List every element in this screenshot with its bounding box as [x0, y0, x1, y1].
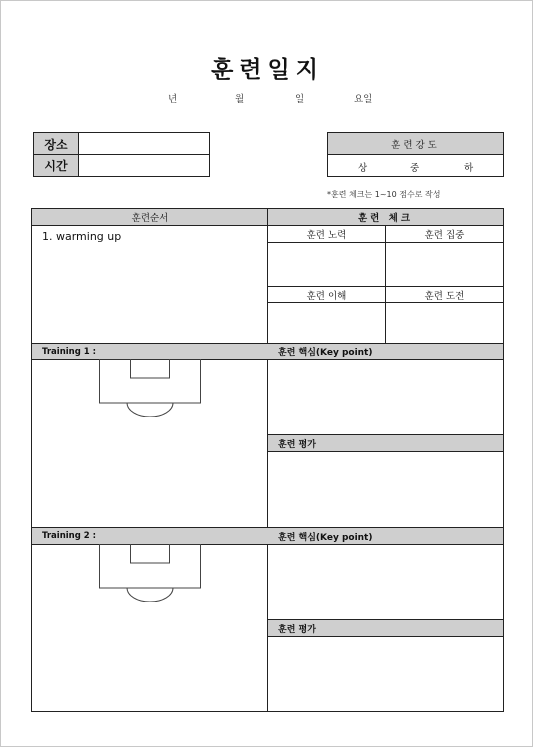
date-day: 일 — [295, 94, 305, 105]
check-focus: 훈련 집중 — [424, 230, 465, 241]
order-header: 훈련순서 — [131, 213, 169, 224]
check-challenge: 훈련 도전 — [424, 290, 465, 302]
training1-keypoint-header: 훈련 핵심(Key point) — [278, 348, 373, 358]
training1-evaluation-header: 훈련 평가 — [278, 439, 316, 450]
training2-pitch-diagram — [99, 544, 201, 602]
intensity-box — [327, 132, 504, 177]
training1-label: Training 1 : — [42, 346, 97, 357]
training2-label: Training 2 : — [42, 531, 97, 541]
time-label: 시간 — [44, 159, 68, 173]
check-understanding: 훈련 이해 — [306, 290, 347, 302]
date-weekday: 요일 — [354, 94, 373, 105]
place-label: 장소 — [44, 137, 68, 152]
date-month: 월 — [235, 94, 245, 105]
training2-keypoint-header: 훈련 핵심(Key point) — [278, 532, 373, 543]
page-title: 훈련일지 — [211, 57, 324, 83]
training1-pitch-diagram — [99, 359, 201, 417]
training2-evaluation-header: 훈련 평가 — [278, 624, 316, 635]
intensity-high[interactable]: 상 — [358, 163, 368, 174]
check-effort: 훈련 노력 — [306, 230, 347, 241]
intensity-mid[interactable]: 중 — [410, 163, 420, 174]
intensity-low[interactable]: 하 — [464, 163, 474, 174]
check-header: 훈련 체크 — [357, 213, 413, 224]
order-item[interactable]: 1. warming up — [42, 230, 122, 243]
main-table — [31, 208, 504, 712]
date-year: 년 — [168, 94, 178, 105]
score-note: *훈련 체크는 1~10 점수로 작성 — [327, 190, 441, 199]
intensity-header: 훈련강도 — [391, 139, 440, 151]
info-box — [33, 132, 210, 177]
